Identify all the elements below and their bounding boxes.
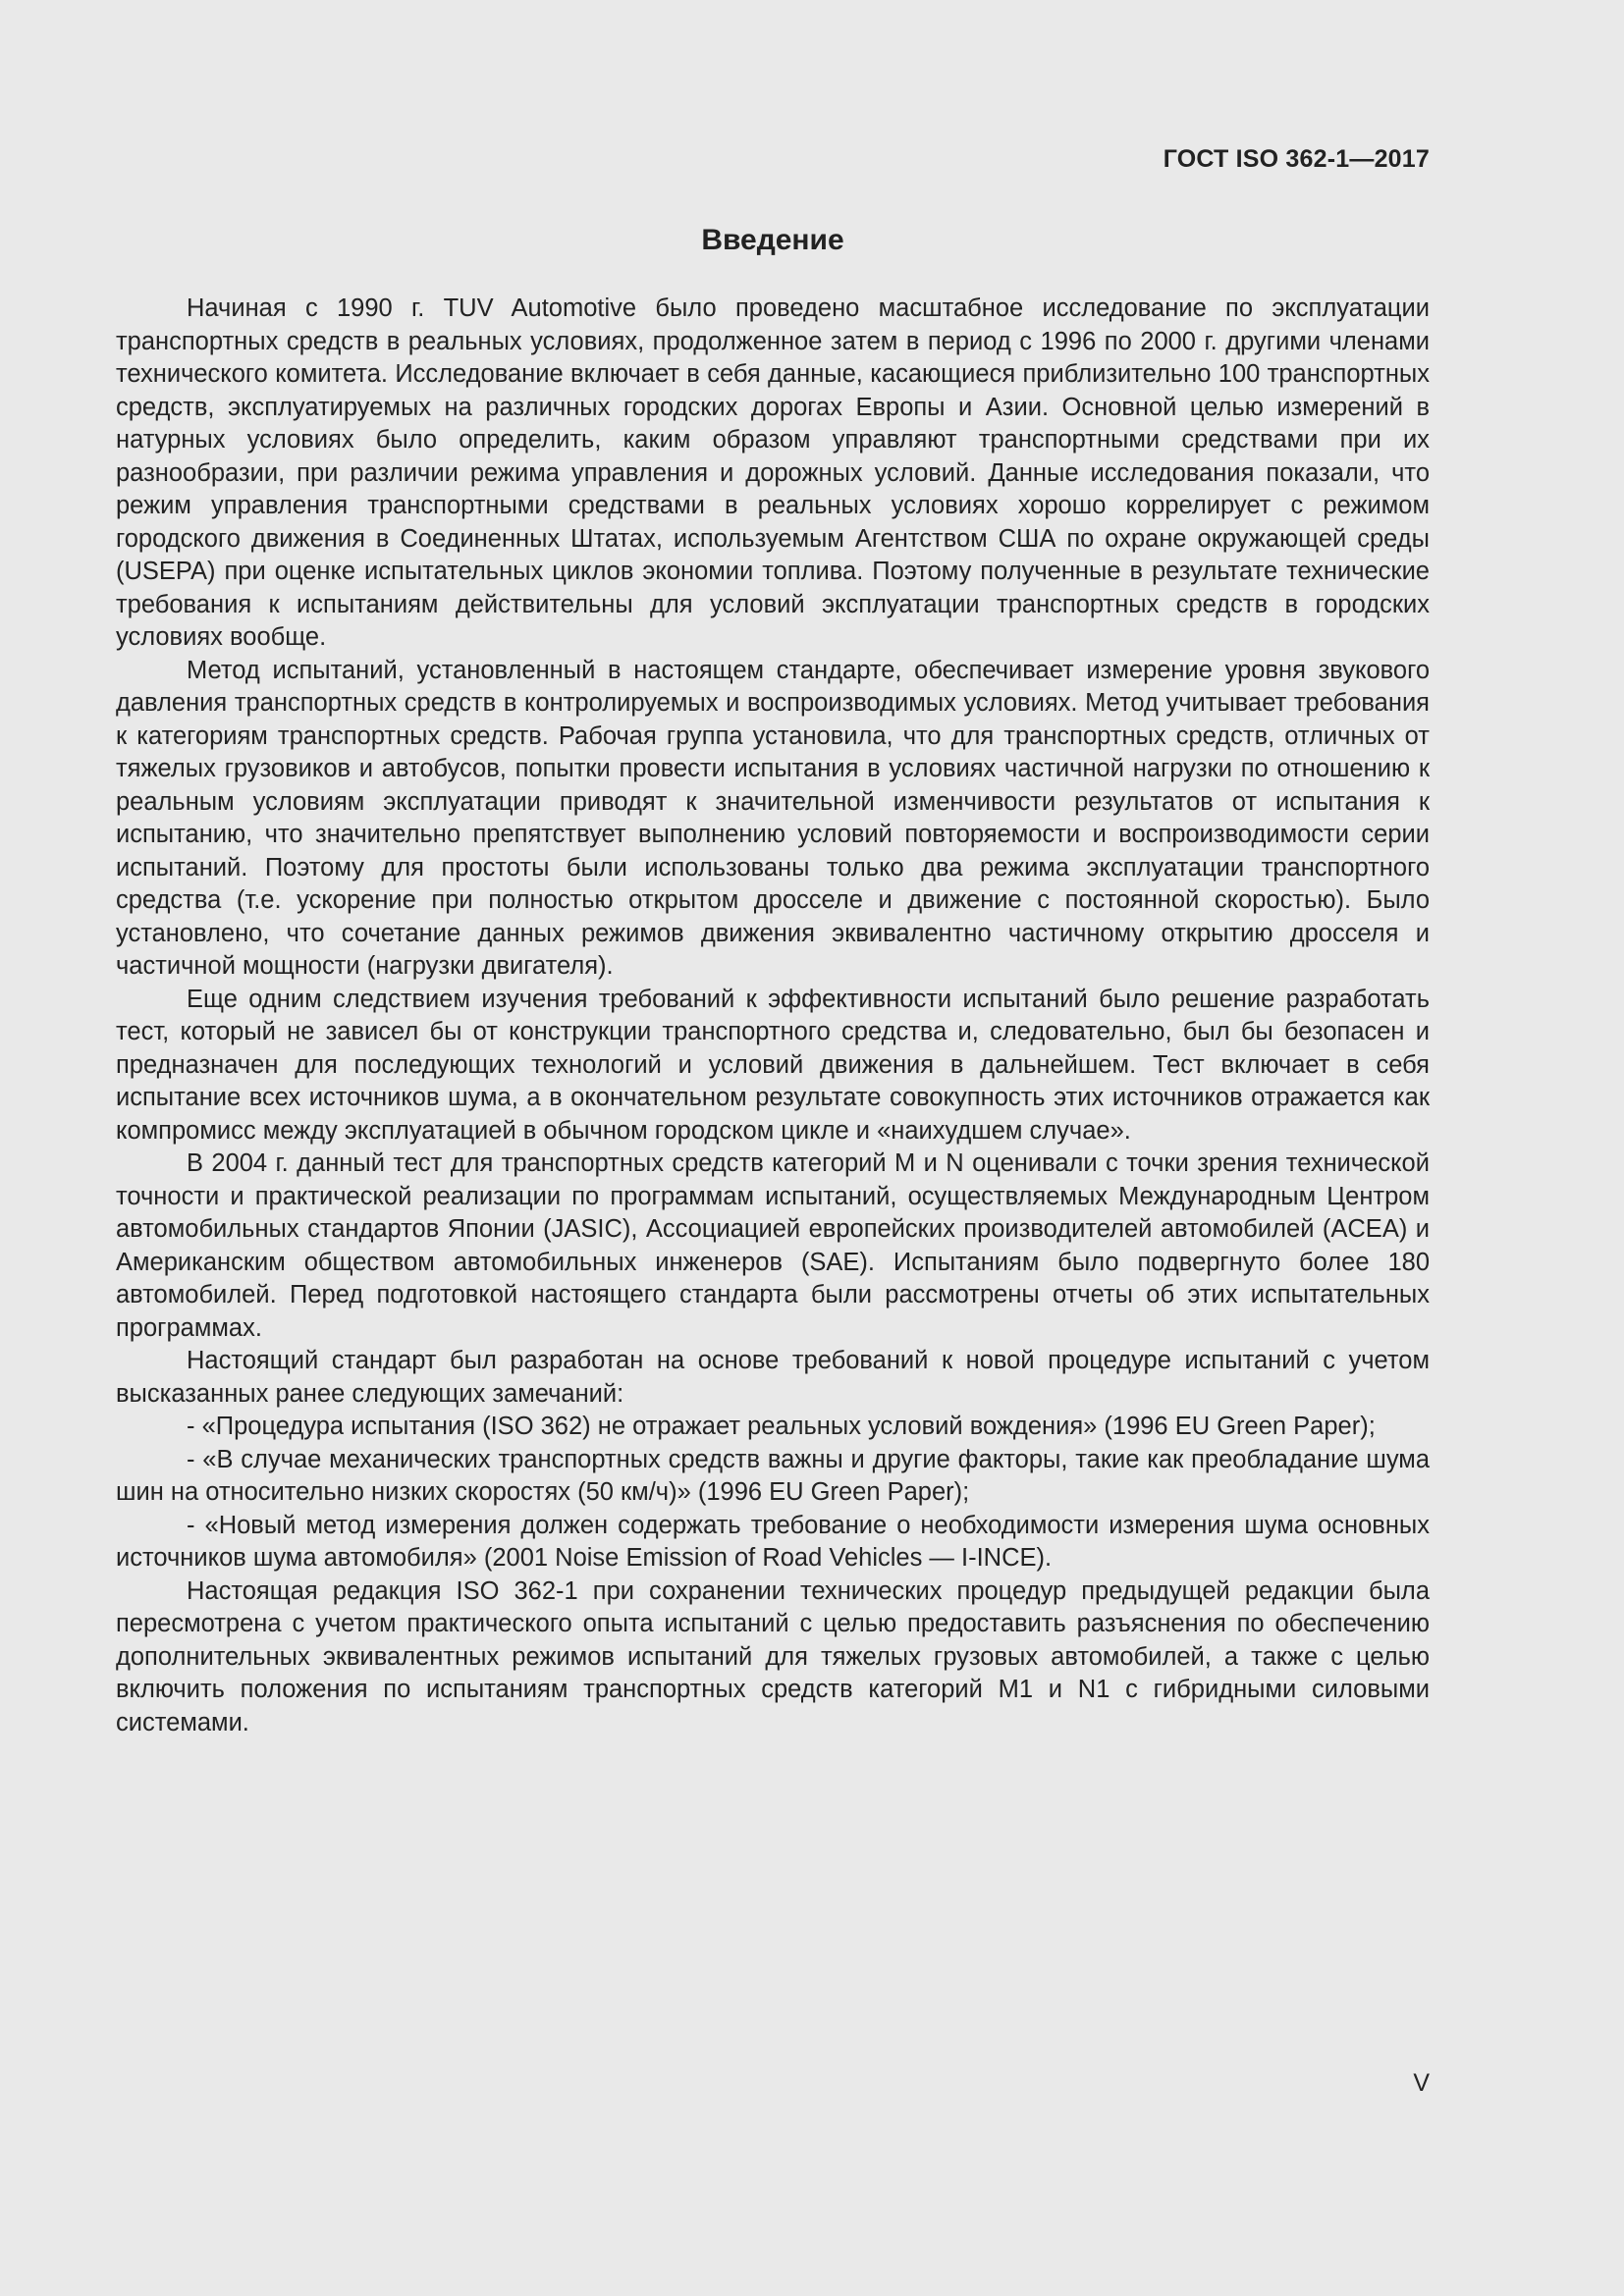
page-number: V	[1413, 2069, 1430, 2097]
paragraph: Настоящая редакция ISO 362-1 при сохранении технических процедур предыдущей редакции была пересмотрена с учетом практического опыта испытаний с целью предоставить разъяснения по обеспечению дополнительных эквивалентных режимов испытаний для тяжелых грузовых автомобилей, а также с целью включить положения по испытаниям транспортных средств категорий M1 и N1 с гибридными силовыми системами.	[116, 1576, 1430, 1736]
section-title: Введение	[701, 224, 844, 256]
paragraph: Начиная с 1990 г. TUV Automotive было проведено масштабное исследование по эксплуатации транспортных средств в реальных условиях, продолженное затем в период с 1996 по 2000 г. другими членами технического комитета. Исследование включает в себя данные, касающиеся приблизительно 100 транспортных средств, эксплуатируемых на различных городских дорогах Европы и Азии. Основной целью измерений в натурных условиях было определить, каким образом управляют транспортными средствами при их разнообразии, при различии режима управления и дорожных условий. Данные исследования показали, что режим управления транспортными средствами в реальных условиях хорошо коррелирует с режимом городского движения в Соединенных Штатах, используемым Агентством США по охране окружающей среды (USEPA) при оценке испытательных циклов экономии топлива. Поэтому полученные в результате технические требования к испытаниям действительны для условий эксплуатации транспортных средств в городских условиях вообще.	[116, 294, 1430, 651]
paragraph: В 2004 г. данный тест для транспортных средств категорий M и N оценивали с точки зрения технической точности и практической реализации по программам испытаний, осуществляемых Международным Центром автомобильных стандартов Японии (JASIC), Ассоциацией европейских производителей автомобилей (ACEA) и Американским обществом автомобильных инженеров (SAE). Испытаниям было подвергнуто более 180 автомобилей. Перед подготовкой настоящего стандарта были рассмотрены отчеты об этих испытательных программах.	[116, 1149, 1430, 1342]
paragraph: Настоящий стандарт был разработан на основе требований к новой процедуре испытаний с учетом высказанных ранее следующих замечаний:	[116, 1347, 1430, 1408]
list-item: - «В случае механических транспортных средств важны и другие факторы, такие как преобладание шума шин на относительно низких скоростях (50 км/ч)» (1996 EU Green Paper);	[116, 1445, 1430, 1506]
list-item: - «Новый метод измерения должен содержать требование о необходимости измерения шума основных источников шума автомобиля» (2001 Noise Emission of Road Vehicles — I-INCE).	[116, 1511, 1430, 1572]
list-item: - «Процедура испытания (ISO 362) не отражает реальных условий вождения» (1996 EU Green Paper);	[187, 1413, 1376, 1440]
standard-id-header: ГОСТ ISO 362-1—2017	[1163, 145, 1430, 173]
body-text	[116, 293, 1430, 1739]
paragraph: Метод испытаний, установленный в настоящем стандарте, обеспечивает измерение уровня звукового давления транспортных средств в контролируемых и воспроизводимых условиях. Метод учитывает требования к категориям транспортных средств. Рабочая группа установила, что для транспортных средств, отличных от тяжелых грузовиков и автобусов, попытки провести испытания в условиях частичной нагрузки по отношению к реальным условиям эксплуатации приводят к значительной изменчивости результатов от испытания к испытанию, что значительно препятствует выполнению условий повторяемости и воспроизводимости серии испытаний. Поэтому для простоты были использованы только два режима эксплуатации транспортного средства (т.е. ускорение при полностью открытом дросселе и движение с постоянной скоростью). Было установлено, что сочетание данных режимов движения эквивалентно частичному открытию дросселя и частичной мощности (нагрузки двигателя).	[116, 656, 1430, 980]
paragraph: Еще одним следствием изучения требований к эффективности испытаний было решение разработать тест, который не зависел бы от конструкции транспортного средства и, следовательно, был бы безопасен и предназначен для последующих технологий и условий движения в дальнейшем. Тест включает в себя испытание всех источников шума, а в окончательном результате совокупность этих источников отражается как компромисс между эксплуатацией в обычном городском цикле и «наихудшем случае».	[116, 985, 1430, 1145]
